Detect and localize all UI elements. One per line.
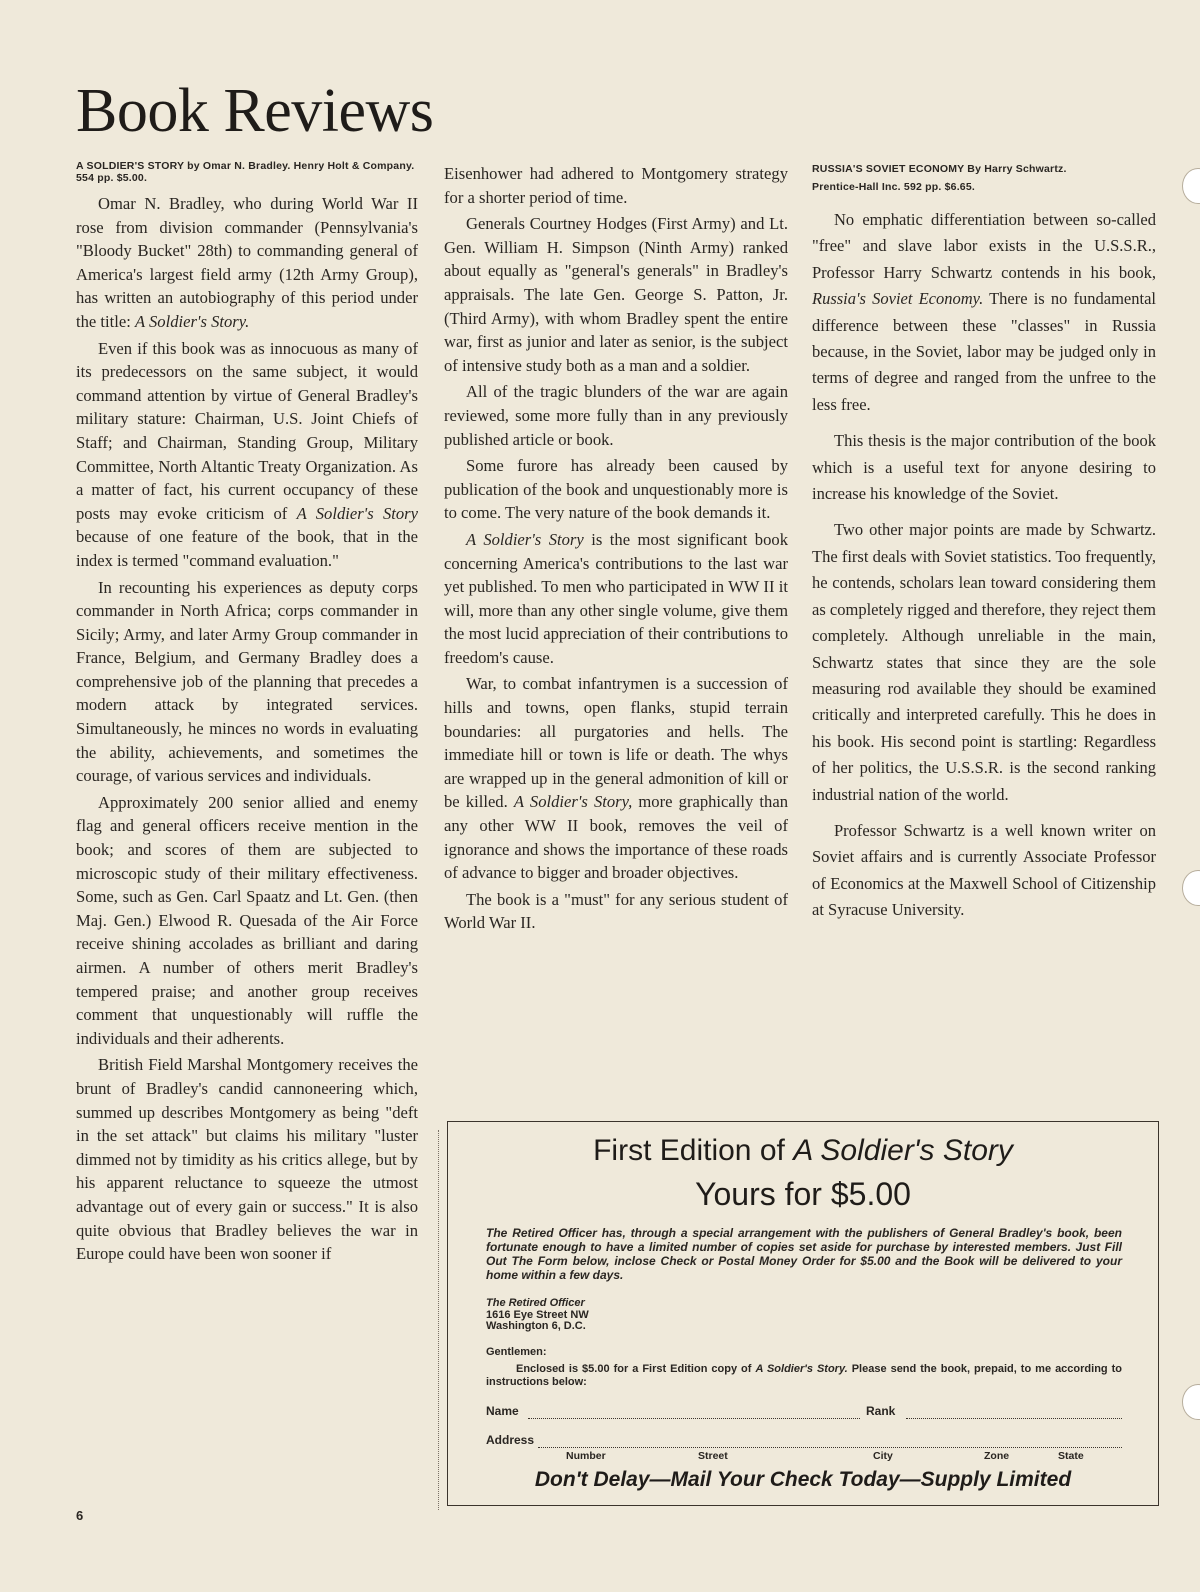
- binder-hole: [1182, 870, 1200, 906]
- ad-title: [448, 1134, 1158, 1168]
- street-label: Street: [698, 1450, 728, 1462]
- book-title-italic: Russia's Soviet Economy.: [812, 289, 984, 309]
- paragraph: Approximately 200 senior allied and enemy flag and general officers receive mention in the book; and scores of them are subjected to microscopic study of their military effectiveness. Some, such as Gen. Carl Spaatz and Lt. Gen. (then Maj. Gen.) Elwood R. Quesada of the Air Force receive shining accolades as brilliant and daring airmen. A number of others merit Bradley's tempered praise; and another group receives comment that unquestionably will ruffle the individuals and their adherents.: [76, 792, 418, 1048]
- name-label: Name: [486, 1404, 519, 1418]
- review-header-soldiers-story: [76, 160, 418, 184]
- paragraph: [812, 207, 1156, 418]
- paragraph-text: Even if this book was as innocuous as many of its predecessors on the same subject, it would command attention by virtue of General Bradley's military stature: Chairman, U.S. Joint Chiefs of Staff; and Chairman, Standing Group, Military Committee, North Altantic Treaty Organization. As a matter of fact, his current occupancy of these posts may evoke criticism of: [76, 338, 418, 523]
- ad-title-text: First Edition of: [593, 1134, 794, 1167]
- divider: [438, 1130, 440, 1510]
- paragraph: This thesis is the major contribution of the book which is a useful text for anyone desiring to increase his knowledge of the Soviet.: [812, 431, 1156, 504]
- publication-name: The Retired Officer: [486, 1226, 597, 1240]
- letter-greeting: Gentlemen:: [486, 1346, 547, 1358]
- mailing-address: [486, 1298, 589, 1333]
- paragraph: Eisenhower had adhered to Montgomery strategy for a shorter period of time.: [444, 164, 788, 207]
- address-field[interactable]: [538, 1446, 1122, 1448]
- address-label: Address: [486, 1433, 535, 1447]
- paragraph: [444, 672, 788, 884]
- state-label: State: [1058, 1450, 1084, 1462]
- rank-field[interactable]: [906, 1417, 1122, 1419]
- paragraph-text: War, to combat infantrymen is a succession of hills and towns, open flanks, stupid terrain boundaries: all purgatories and hells. The immediate hill or town is life or death. The whys are wrapped up in the general admonition of kill or be killed.: [444, 674, 788, 812]
- binder-hole: [1182, 1384, 1200, 1420]
- review-column-2: [444, 162, 788, 938]
- page-title: Book Reviews: [76, 77, 434, 145]
- page-number: 6: [76, 1508, 84, 1523]
- review-column-1: [76, 160, 418, 1269]
- address-city: Washington 6, D.C.: [486, 1320, 586, 1332]
- book-title-italic: A Soldier's Story,: [513, 792, 633, 812]
- paragraph: Generals Courtney Hodges (First Army) and Lt. Gen. William H. Simpson (Ninth Army) ranked about equally as "general's generals" in Bradley's appraisals. The late Gen. George S. Patton, Jr. (Third Army), with whom Bradley spent the entire war, first as junior and later as senior, is the subject of intensive study both as a man and a soldier.: [444, 214, 788, 375]
- letter-book-title: A Soldier's Story.: [755, 1363, 848, 1375]
- paragraph: British Field Marshal Montgomery receives the brunt of Bradley's candid cannoneering which, summed up describes Montgomery as being "deft in the set attack" but claims his military "luster dimmed not by timidity as his critics allege, but by his apparent reluctance to squeeze the utmost advantage out of every gain or success." It is also quite obvious that Bradley believes the war in Europe could have been won sooner if: [76, 1055, 418, 1264]
- name-rank-row: [486, 1404, 1122, 1418]
- paragraph: Two other major points are made by Schwartz. The first deals with Soviet statistics. Too frequently, he contends, scholars lean toward considering them as completely rigged and therefore, they reject them completely. Although unreliable in the main, Schwartz states that since they are the sole measuring rod available they should be examined critically and interpreted carefully. This he does in his book. His second point is startling: Regardless of her politics, the U.S.S.R. is the second ranking industrial nation of the world.: [812, 520, 1156, 804]
- review-book-author: By Harry Schwartz.: [964, 163, 1067, 175]
- paragraph: Some furore has already been caused by publication of the book and unquestionably more is to come. The very nature of the book demands it.: [444, 456, 788, 523]
- paragraph: In recounting his experiences as deputy corps commander in North Africa; corps commander in Sicily; Army, and later Army Group commander in France, Belgium, and Germany Bradley does a comprehensive job of the planning that precedes a modern attack by integrated services. Simultaneously, he minces no words in evaluating the ability, achievements, and sometimes the courage, of various services and individuals.: [76, 577, 418, 786]
- paragraph-text: There is no fundamental difference between these "classes" in Russia because, in the Soviet, labor may be judged only in terms of degree and ranged from the unfree to the less free.: [812, 289, 1156, 414]
- name-field[interactable]: [528, 1417, 860, 1419]
- review-book-details: Prentice-Hall Inc. 592 pp. $6.65.: [812, 181, 976, 193]
- paragraph-text: Omar N. Bradley, who during World War II rose from division commander (Pennsylvania's "Bloody Bucket" 28th) to commanding general of America's largest field army (12th Army Group), has written an autobiography of this period under the title:: [76, 194, 418, 331]
- review-header-soviet-economy: [812, 163, 1156, 193]
- ad-price-heading: Yours for $5.00: [695, 1176, 911, 1212]
- paragraph: All of the tragic blunders of the war are again reviewed, some more fully than in any previously published article or book.: [444, 382, 788, 449]
- paragraph-text: because of one feature of the book, that in the index is termed "command evaluation.": [76, 527, 418, 570]
- letter-text: Please send the book, prepaid, to me according to instructions below:: [486, 1363, 1122, 1388]
- review-book-title: RUSSIA'S SOVIET ECONOMY: [812, 163, 965, 175]
- address-org: The Retired Officer: [486, 1297, 585, 1309]
- paragraph: [76, 337, 418, 573]
- letter-body: [486, 1363, 1122, 1388]
- ad-description-text: has, through a special arrangement with the publishers of General Bradley's book, been fortunate enough to have a limited number of copies set aside for purchase by interested members. Just Fill Out The Form below, inclose Check or Postal Money Order for $5.00 and the Book will be delivered to your home within a few days.: [486, 1226, 1122, 1282]
- binder-hole: [1182, 168, 1200, 204]
- book-title-italic: A Soldier's Story.: [135, 311, 250, 331]
- review-column-3: [812, 163, 1156, 934]
- letter-text: Enclosed is $5.00 for a First Edition copy of: [516, 1363, 756, 1375]
- review-book-details: by Omar N. Bradley. Henry Holt & Company. 554 pp. $5.00.: [76, 160, 415, 184]
- ad-footer-slogan: Don't Delay—Mail Your Check Today—Supply Limited: [534, 1468, 1072, 1491]
- order-form-ad: [447, 1121, 1159, 1506]
- address-row: [486, 1433, 1122, 1447]
- paragraph-text: No emphatic differentiation between so-called "free" and slave labor exists in the U.S.S.R., Professor Harry Schwartz contends in his book,: [812, 210, 1156, 282]
- paragraph-text: more graphically than any other WW II book, removes the veil of ignorance and shows the importance of these roads of advance to bigger and broader objectives.: [444, 792, 788, 883]
- zone-label: Zone: [984, 1450, 1010, 1462]
- paragraph: The book is a "must" for any serious student of World War II.: [444, 889, 788, 933]
- review-book-title: A SOLDIER'S STORY: [76, 160, 185, 172]
- ad-description: [486, 1226, 1122, 1282]
- book-title-italic: A Soldier's Story: [296, 503, 418, 523]
- paragraph: Professor Schwartz is a well known writer on Soviet affairs and is currently Associate Professor of Economics at the Maxwell School of Citizenship at Syracuse University.: [812, 820, 1156, 920]
- paragraph: [76, 192, 418, 334]
- book-title-italic: A Soldier's Story: [466, 529, 584, 549]
- rank-label: Rank: [866, 1404, 896, 1418]
- number-label: Number: [566, 1450, 606, 1462]
- paragraph: [444, 528, 788, 670]
- city-label: City: [873, 1450, 893, 1462]
- address-street: 1616 Eye Street NW: [486, 1308, 589, 1321]
- ad-title-book: A Soldier's Story: [793, 1134, 1013, 1167]
- paragraph-text: is the most significant book concerning America's contributions to the last war yet published. To men who participated in WW II it will, more than any other single volume, give them the most lucid appreciation of their contributions to freedom's cause.: [444, 529, 788, 667]
